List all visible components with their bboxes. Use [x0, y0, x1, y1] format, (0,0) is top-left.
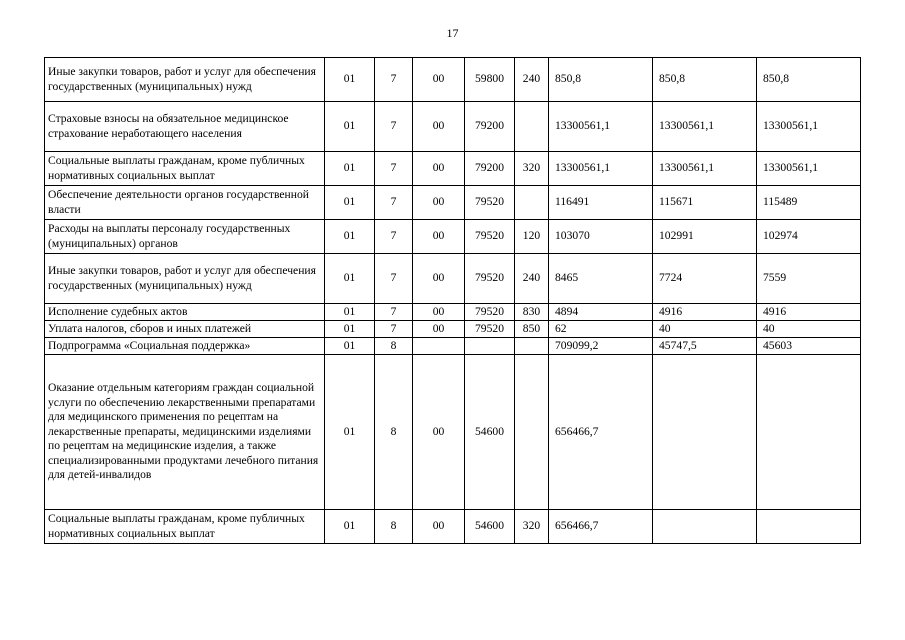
code-expense-type: 240	[515, 254, 549, 304]
table-row	[45, 254, 861, 304]
code-expense-type: 120	[515, 220, 549, 254]
table-row	[45, 220, 861, 254]
amount-year-2	[653, 355, 757, 510]
amount-year-1: 656466,7	[549, 510, 653, 544]
amount-year-1: 13300561,1	[549, 152, 653, 186]
table-row	[45, 304, 861, 321]
code-subsection: 7	[375, 254, 413, 304]
code-section: 01	[325, 321, 375, 338]
amount-year-2: 4916	[653, 304, 757, 321]
code-subsection: 7	[375, 58, 413, 102]
amount-year-2: 850,8	[653, 58, 757, 102]
item-name: Страховые взносы на обязательное медицинское страхование неработающего населения	[45, 102, 325, 152]
code-target: 59800	[465, 58, 515, 102]
code-section: 01	[325, 254, 375, 304]
code-section: 01	[325, 355, 375, 510]
code-target: 79520	[465, 186, 515, 220]
amount-year-3: 102974	[757, 220, 861, 254]
code-expense-type	[515, 102, 549, 152]
code-expense-type: 850	[515, 321, 549, 338]
item-name: Иные закупки товаров, работ и услуг для обеспечения государственных (муниципальных) нужд	[45, 58, 325, 102]
code-program: 00	[413, 186, 465, 220]
amount-year-3: 40	[757, 321, 861, 338]
code-section: 01	[325, 152, 375, 186]
amount-year-1: 116491	[549, 186, 653, 220]
code-target: 54600	[465, 510, 515, 544]
amount-year-3: 13300561,1	[757, 102, 861, 152]
code-section: 01	[325, 102, 375, 152]
code-program: 00	[413, 220, 465, 254]
table-row	[45, 510, 861, 544]
budget-table	[44, 57, 861, 544]
code-subsection: 8	[375, 510, 413, 544]
code-target: 79520	[465, 321, 515, 338]
page-number: 17	[446, 26, 459, 40]
code-section: 01	[325, 510, 375, 544]
amount-year-2: 13300561,1	[653, 102, 757, 152]
code-target: 79200	[465, 152, 515, 186]
code-expense-type	[515, 338, 549, 355]
amount-year-2: 7724	[653, 254, 757, 304]
code-subsection: 7	[375, 152, 413, 186]
amount-year-1: 709099,2	[549, 338, 653, 355]
item-name: Иные закупки товаров, работ и услуг для обеспечения государственных (муниципальных) нужд	[45, 254, 325, 304]
amount-year-3: 850,8	[757, 58, 861, 102]
code-subsection: 7	[375, 186, 413, 220]
table-row	[45, 58, 861, 102]
code-expense-type	[515, 186, 549, 220]
code-subsection: 7	[375, 321, 413, 338]
item-name: Подпрограмма «Социальная поддержка»	[45, 338, 325, 355]
amount-year-2: 115671	[653, 186, 757, 220]
item-name: Уплата налогов, сборов и иных платежей	[45, 321, 325, 338]
code-section: 01	[325, 338, 375, 355]
table-row	[45, 321, 861, 338]
code-expense-type: 320	[515, 510, 549, 544]
table-row	[45, 355, 861, 510]
item-name: Оказание отдельным категориям граждан социальной услуги по обеспечению лекарственными препаратами для медицинского применения по рецептам на лекарственные препараты, медицинскими изделиями по рецептам на медицинские изделия, а также специализированными продуктами лечебного питания для детей-инвалидов	[45, 355, 325, 510]
code-section: 01	[325, 186, 375, 220]
code-subsection: 8	[375, 338, 413, 355]
code-target: 54600	[465, 355, 515, 510]
code-program: 00	[413, 510, 465, 544]
table-row	[45, 186, 861, 220]
item-name: Исполнение судебных актов	[45, 304, 325, 321]
item-name: Расходы на выплаты персоналу государственных (муниципальных) органов	[45, 220, 325, 254]
code-target	[465, 338, 515, 355]
item-name: Обеспечение деятельности органов государственной власти	[45, 186, 325, 220]
code-program: 00	[413, 355, 465, 510]
amount-year-2: 102991	[653, 220, 757, 254]
table-row	[45, 152, 861, 186]
code-expense-type: 240	[515, 58, 549, 102]
amount-year-2: 40	[653, 321, 757, 338]
amount-year-2	[653, 510, 757, 544]
code-target: 79520	[465, 254, 515, 304]
code-section: 01	[325, 220, 375, 254]
code-subsection: 7	[375, 102, 413, 152]
amount-year-3: 7559	[757, 254, 861, 304]
code-target: 79200	[465, 102, 515, 152]
amount-year-3	[757, 355, 861, 510]
amount-year-1: 103070	[549, 220, 653, 254]
code-expense-type: 320	[515, 152, 549, 186]
amount-year-3	[757, 510, 861, 544]
code-section: 01	[325, 58, 375, 102]
amount-year-3: 13300561,1	[757, 152, 861, 186]
amount-year-1: 62	[549, 321, 653, 338]
code-program: 00	[413, 321, 465, 338]
amount-year-3: 45603	[757, 338, 861, 355]
code-subsection: 8	[375, 355, 413, 510]
code-program: 00	[413, 102, 465, 152]
amount-year-1: 4894	[549, 304, 653, 321]
amount-year-3: 115489	[757, 186, 861, 220]
code-expense-type	[515, 355, 549, 510]
amount-year-1: 8465	[549, 254, 653, 304]
code-subsection: 7	[375, 220, 413, 254]
item-name: Социальные выплаты гражданам, кроме публичных нормативных социальных выплат	[45, 510, 325, 544]
code-program	[413, 338, 465, 355]
code-section: 01	[325, 304, 375, 321]
code-program: 00	[413, 254, 465, 304]
code-target: 79520	[465, 220, 515, 254]
item-name: Социальные выплаты гражданам, кроме публичных нормативных социальных выплат	[45, 152, 325, 186]
code-program: 00	[413, 58, 465, 102]
code-subsection: 7	[375, 304, 413, 321]
table-row	[45, 102, 861, 152]
code-program: 00	[413, 152, 465, 186]
amount-year-1: 850,8	[549, 58, 653, 102]
amount-year-1: 13300561,1	[549, 102, 653, 152]
amount-year-3: 4916	[757, 304, 861, 321]
amount-year-1: 656466,7	[549, 355, 653, 510]
code-expense-type: 830	[515, 304, 549, 321]
table-row	[45, 338, 861, 355]
code-program: 00	[413, 304, 465, 321]
amount-year-2: 45747,5	[653, 338, 757, 355]
code-target: 79520	[465, 304, 515, 321]
amount-year-2: 13300561,1	[653, 152, 757, 186]
